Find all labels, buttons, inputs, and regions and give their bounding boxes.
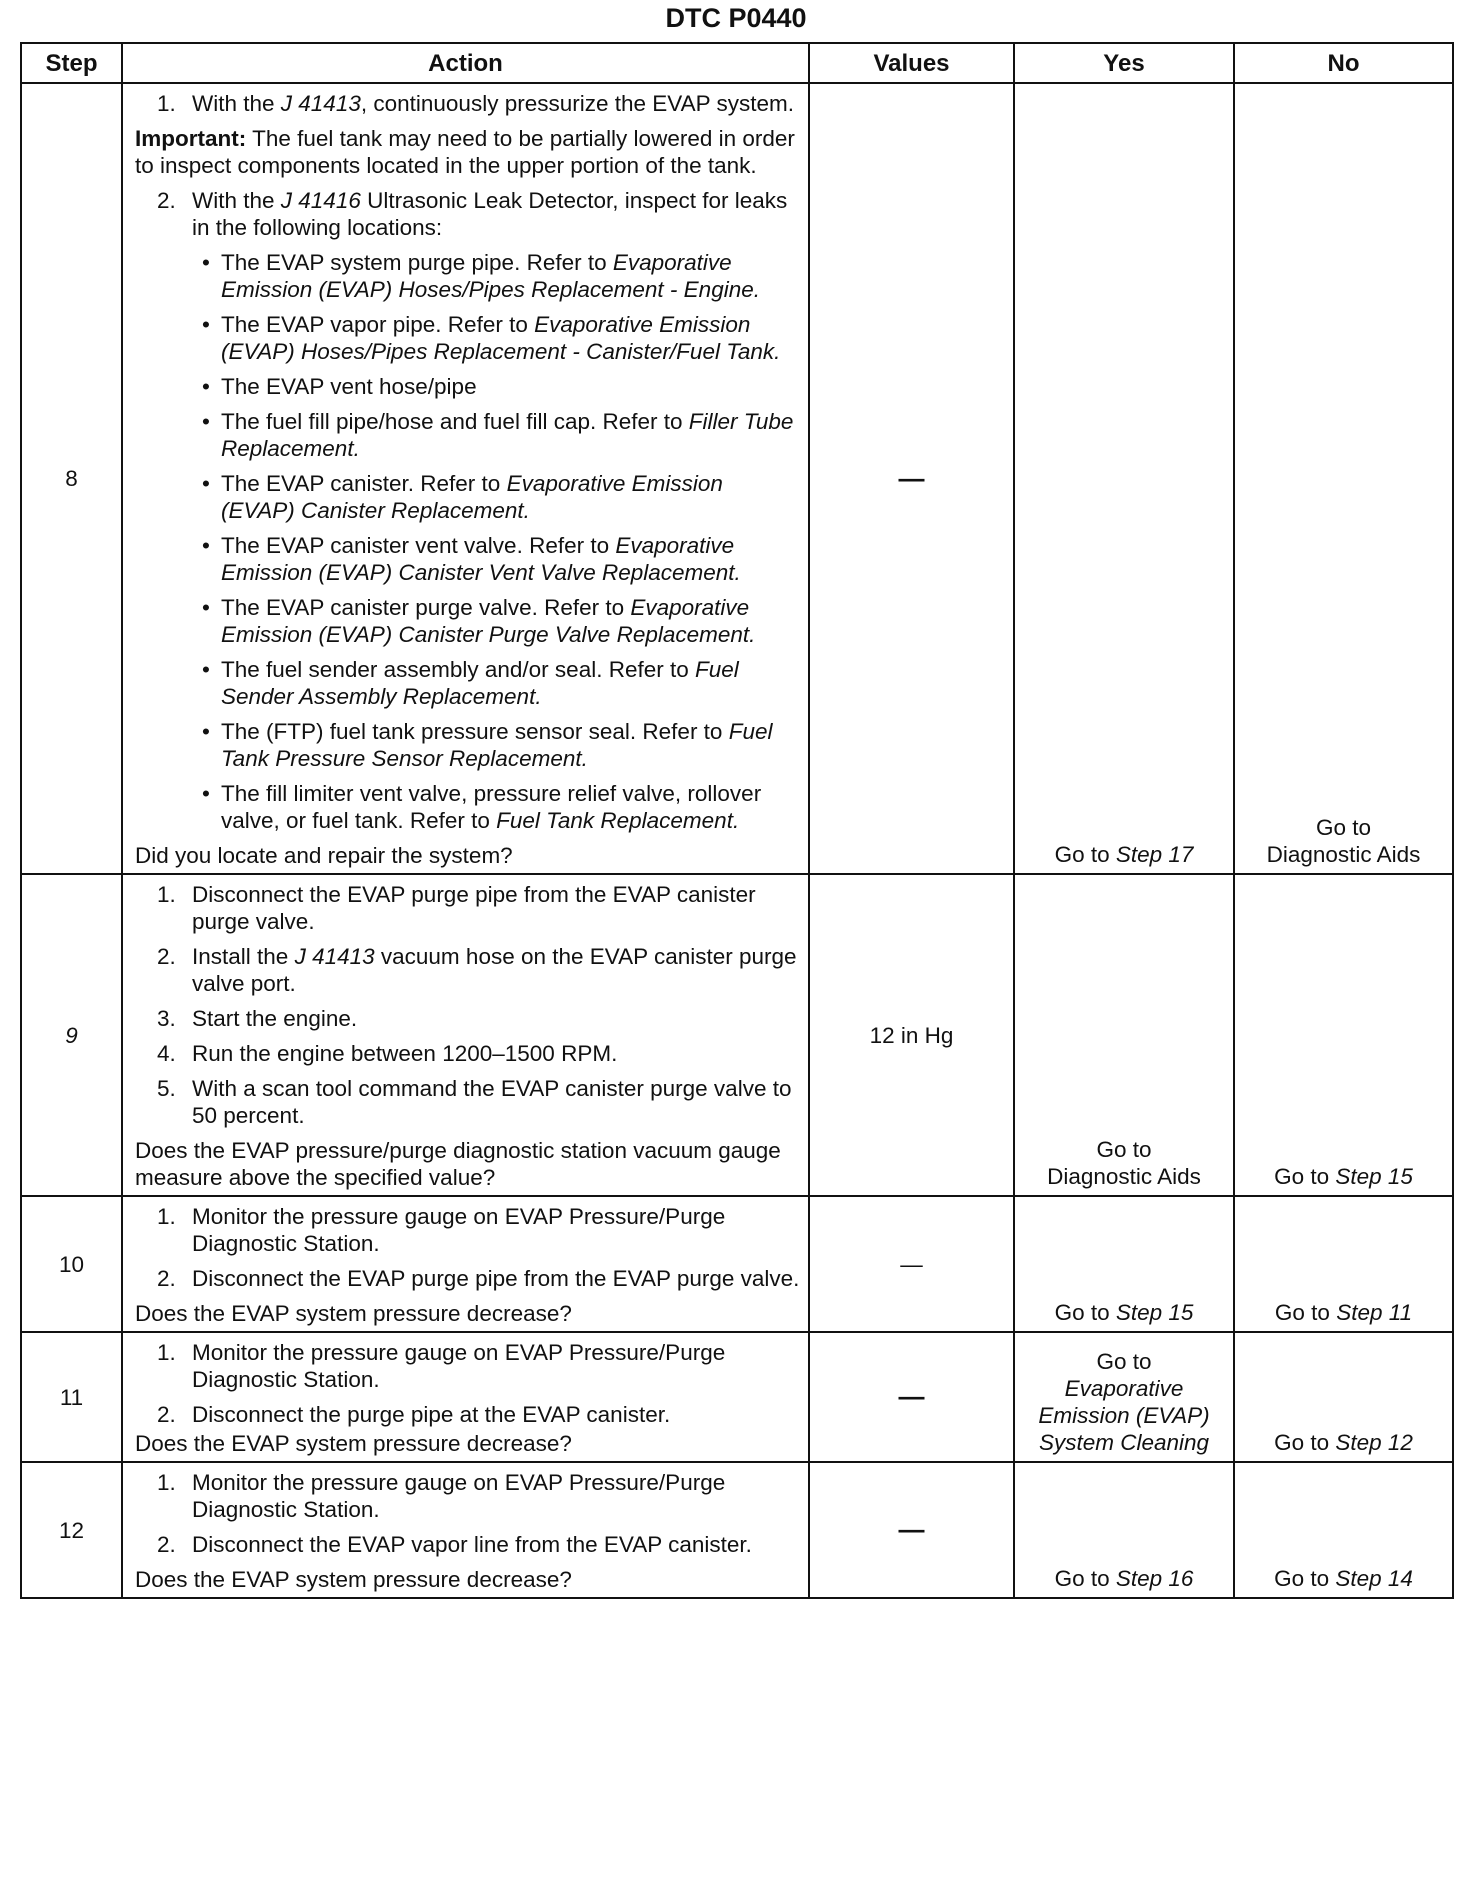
list-item: 1. With the J 41413, continuously pressurize the EVAP system. xyxy=(157,91,794,116)
list-item: 1. Monitor the pressure gauge on EVAP Pressure/Purge Diagnostic Station. xyxy=(157,1204,726,1256)
value-cell: — xyxy=(809,1196,1014,1332)
value-cell: 12 in Hg xyxy=(809,874,1014,1196)
step-number: 8 xyxy=(21,83,122,874)
reference-link[interactable]: Evaporative Emission (EVAP) Canister Purge Valve Replacement. xyxy=(221,595,756,647)
list-item: 2. With the J 41416 Ultrasonic Leak Detector, inspect for leaks in the following locations: • The EVAP system purge pipe. Refer to Evaporative Emission (EVAP) Hoses/Pipes Replacement - Engine. • The EVAP vapor pipe. Refer to Evaporative Emission (EVAP) Hoses/Pipes Replacement - Canister/Fuel Tank. • The EVAP vent hose/pipe • The fuel fill pipe/hose and fuel fill cap. Refer to Filler Tube Replacement. • The EVAP canister. Refer to Evaporative Emission (EVAP) Canister Replacement. • The EVAP canister vent valve. Refer to Evaporative Emission (EVAP) Canister Vent Valve Replacement. • The EVAP canister purge valve. Refer to Evaporative Emission (EVAP) Canister Purge Valve Replacement. • The fuel sender assembly and/or seal. Refer to Fuel Sender Assembly Replacement. • The (FTP) fuel tank pressure sensor seal. Refer to Fuel Tank Pressure Sensor Replacement. • The fill limiter vent valve, pressure relief valve, rollover valve, or fuel tank. Refer to Fuel Tank Replacement. xyxy=(135,187,800,834)
tool-ref: J 41413 xyxy=(280,91,361,116)
table-row-step-11 xyxy=(21,1332,1453,1462)
action-cell xyxy=(122,1196,809,1332)
reference-link[interactable]: Fuel Sender Assembly Replacement. xyxy=(221,657,739,709)
list-item: 2. Install the J 41413 vacuum hose on the EVAP canister purge valve port. xyxy=(157,944,797,996)
important-note: Important: The fuel tank may need to be partially lowered in order to inspect components located in the upper portion of the tank. xyxy=(135,126,795,178)
bullet-item: • The (FTP) fuel tank pressure sensor seal. Refer to Fuel Tank Pressure Sensor Replacement. xyxy=(192,718,800,772)
header-yes: Yes xyxy=(1014,43,1234,83)
no-cell[interactable]: Go to Step 11 xyxy=(1234,1196,1453,1332)
bullet-item: • The EVAP system purge pipe. Refer to Evaporative Emission (EVAP) Hoses/Pipes Replacement - Engine. xyxy=(192,249,800,303)
header-step: Step xyxy=(21,43,122,83)
bullet-item: • The EVAP canister purge valve. Refer to Evaporative Emission (EVAP) Canister Purge Valve Replacement. xyxy=(192,594,800,648)
list-item: 4. Run the engine between 1200–1500 RPM. xyxy=(157,1041,618,1066)
action-cell xyxy=(122,1462,809,1598)
page-title: DTC P0440 xyxy=(665,3,807,33)
question-text: Does the EVAP pressure/purge diagnostic station vacuum gauge measure above the specified value? xyxy=(135,1138,781,1190)
reference-link[interactable]: Fuel Tank Replacement. xyxy=(496,808,740,833)
value-cell: — xyxy=(809,83,1014,874)
tool-ref: J 41413 xyxy=(294,944,375,969)
diagnostic-table xyxy=(20,42,1454,1599)
yes-cell[interactable]: Go to Step 17 xyxy=(1014,83,1234,874)
header-values: Values xyxy=(809,43,1014,83)
list-item: 1. Monitor the pressure gauge on EVAP Pressure/Purge Diagnostic Station. xyxy=(157,1470,726,1522)
action-cell xyxy=(122,1332,809,1462)
action-cell xyxy=(122,874,809,1196)
list-item: 2. Disconnect the EVAP purge pipe from the EVAP purge valve. xyxy=(157,1266,800,1291)
tool-ref: J 41416 xyxy=(280,188,361,213)
table-row-step-8 xyxy=(21,83,1453,874)
reference-link[interactable]: Evaporative Emission (EVAP) Hoses/Pipes Replacement - Engine. xyxy=(221,250,760,302)
yes-cell[interactable]: Go to Evaporative Emission (EVAP) System Cleaning xyxy=(1014,1332,1234,1462)
yes-cell[interactable]: Go to Step 15 xyxy=(1014,1196,1234,1332)
reference-link[interactable]: Evaporative Emission (EVAP) Hoses/Pipes Replacement - Canister/Fuel Tank. xyxy=(221,312,781,364)
header-row xyxy=(21,43,1453,83)
table-row-step-10 xyxy=(21,1196,1453,1332)
question-text: Does the EVAP system pressure decrease? xyxy=(135,1301,572,1326)
list-item: 1. Monitor the pressure gauge on EVAP Pressure/Purge Diagnostic Station. xyxy=(157,1340,726,1392)
reference-link[interactable]: Fuel Tank Pressure Sensor Replacement. xyxy=(221,719,773,771)
reference-link[interactable]: Evaporative Emission (EVAP) Canister Replacement. xyxy=(221,471,723,523)
bullet-item: • The EVAP canister. Refer to Evaporative Emission (EVAP) Canister Replacement. xyxy=(192,470,800,524)
bullet-item: • The fuel fill pipe/hose and fuel fill cap. Refer to Filler Tube Replacement. xyxy=(192,408,800,462)
action-cell xyxy=(122,83,809,874)
list-item: 2. Disconnect the purge pipe at the EVAP canister. xyxy=(157,1402,671,1427)
reference-link[interactable]: Evaporative Emission (EVAP) Canister Vent Valve Replacement. xyxy=(221,533,741,585)
no-cell[interactable]: Go to Step 14 xyxy=(1234,1462,1453,1598)
step-number: 10 xyxy=(21,1196,122,1332)
step-number: 11 xyxy=(21,1332,122,1462)
yes-cell[interactable]: Go to Diagnostic Aids xyxy=(1014,874,1234,1196)
no-cell[interactable]: Go to Step 12 xyxy=(1234,1332,1453,1462)
question-text: Does the EVAP system pressure decrease? xyxy=(135,1431,572,1456)
reference-link[interactable]: Filler Tube Replacement. xyxy=(221,409,794,461)
value-cell: — xyxy=(809,1462,1014,1598)
question-text: Does the EVAP system pressure decrease? xyxy=(135,1567,572,1592)
yes-cell[interactable]: Go to Step 16 xyxy=(1014,1462,1234,1598)
list-item: 2. Disconnect the EVAP vapor line from the EVAP canister. xyxy=(157,1532,752,1557)
list-item: 5. With a scan tool command the EVAP canister purge valve to 50 percent. xyxy=(157,1076,792,1128)
bullet-item: • The fuel sender assembly and/or seal. Refer to Fuel Sender Assembly Replacement. xyxy=(192,656,800,710)
no-cell[interactable]: Go to Diagnostic Aids xyxy=(1234,83,1453,874)
no-cell[interactable]: Go to Step 15 xyxy=(1234,874,1453,1196)
bullet-item: • The EVAP canister vent valve. Refer to Evaporative Emission (EVAP) Canister Vent Valve Replacement. xyxy=(192,532,800,586)
bullet-item: • The fill limiter vent valve, pressure relief valve, rollover valve, or fuel tank. Refer to Fuel Tank Replacement. xyxy=(192,780,800,834)
value-cell: — xyxy=(809,1332,1014,1462)
step-number: 12 xyxy=(21,1462,122,1598)
table-row-step-12 xyxy=(21,1462,1453,1598)
header-no: No xyxy=(1234,43,1453,83)
header-action: Action xyxy=(122,43,809,83)
table-row-step-9 xyxy=(21,874,1453,1196)
list-item: 1. Disconnect the EVAP purge pipe from the EVAP canister purge valve. xyxy=(157,882,756,934)
bullet-item: • The EVAP vapor pipe. Refer to Evaporative Emission (EVAP) Hoses/Pipes Replacement - Canister/Fuel Tank. xyxy=(192,311,800,365)
step-number: 9 xyxy=(21,874,122,1196)
list-item: 3. Start the engine. xyxy=(157,1006,358,1031)
question-text: Did you locate and repair the system? xyxy=(135,843,513,868)
bullet-item: • The EVAP vent hose/pipe xyxy=(192,373,800,400)
